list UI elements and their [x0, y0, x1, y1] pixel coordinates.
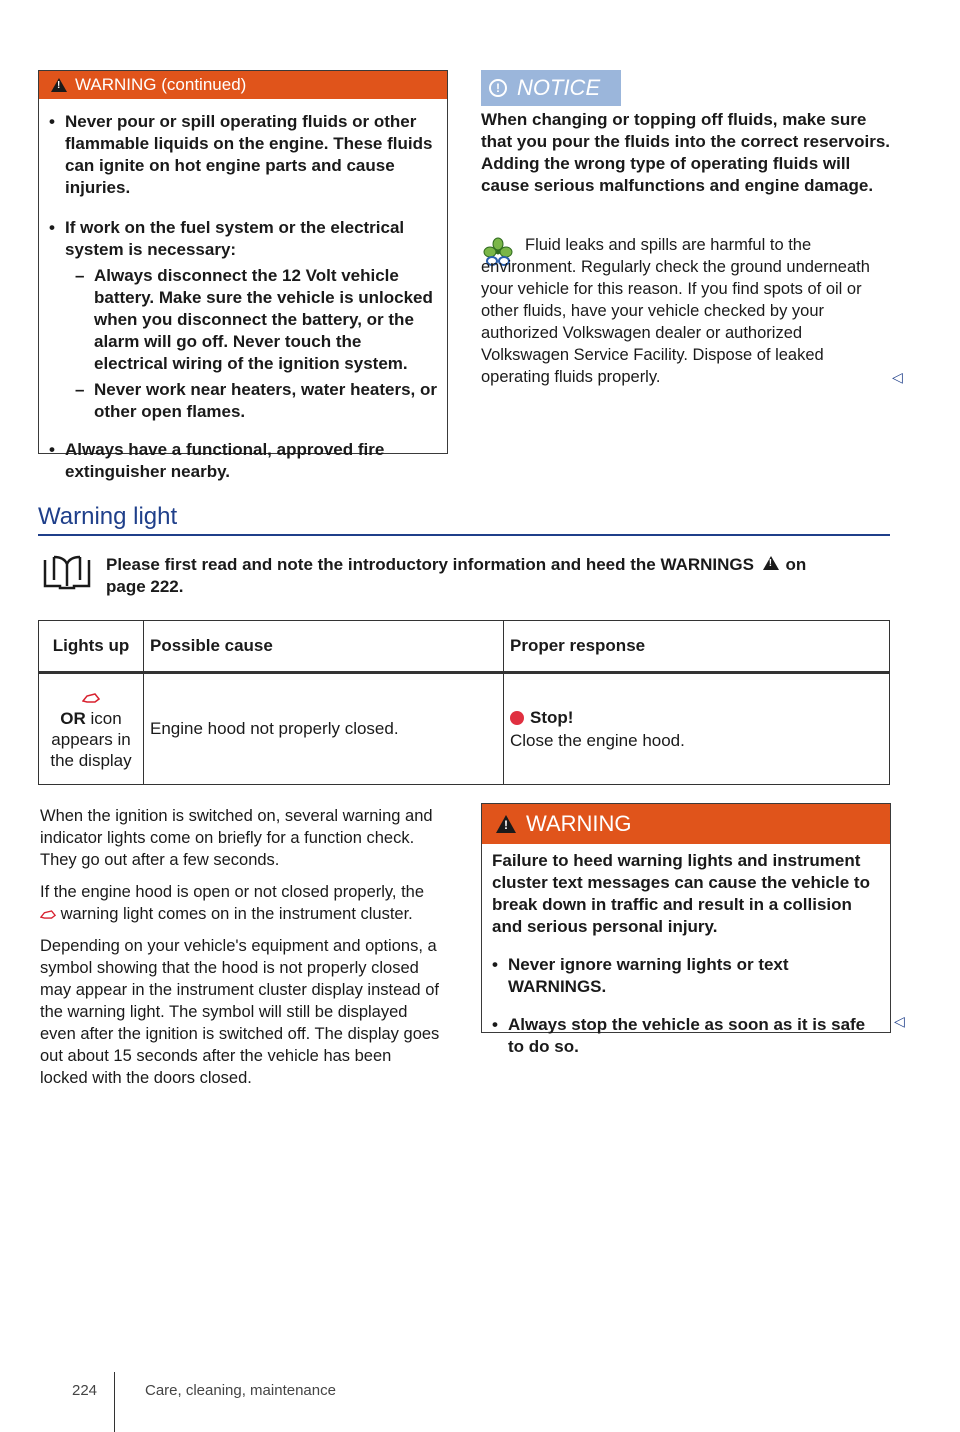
body-column	[40, 805, 440, 1089]
lights-rest: icon appears in the display	[50, 709, 132, 770]
footer-divider	[114, 1372, 115, 1432]
hood-open-icon	[82, 693, 100, 703]
warning-bullet-extinguisher: • Always have a functional, approved fire extinguisher nearby.	[39, 439, 437, 483]
table-row	[39, 673, 890, 785]
warning-box	[481, 803, 891, 1056]
page-number: 224	[72, 1382, 98, 1399]
notice-text: When changing or topping off fluids, make sure that you pour the fluids into the correct reservoirs. Adding the wrong type of operating fluids will cause serious malfunctions and engine damage.	[481, 110, 891, 195]
warning-triangle-icon	[51, 78, 67, 92]
notice-end-mark: ◁	[892, 369, 903, 385]
table-header-row	[39, 621, 890, 673]
cell-cause: Engine hood not properly closed.	[144, 673, 504, 785]
warning-light-table	[38, 620, 890, 785]
warning-bullet-ignore: • Never ignore warning lights or text WARNINGS.	[482, 954, 882, 998]
warning-continued-box	[38, 70, 448, 481]
body-paragraph-1: When the ignition is switched on, several warning and indicator lights come on briefly for a function check. They go out after a few seconds.	[40, 807, 433, 869]
warnings-triangle-icon	[763, 556, 779, 570]
warning-bullet-fluids: • Never pour or spill operating fluids or other flammable liquids on the engine. These fluids can ignite on hot engine parts and cause injuries.	[39, 111, 437, 199]
warning-header	[482, 804, 890, 844]
cell-lights-up	[39, 673, 144, 785]
intro-on: on	[785, 555, 807, 574]
col-possible-cause: Possible cause	[144, 621, 504, 673]
lights-or: OR	[60, 709, 86, 728]
intro-line2: page 222.	[106, 577, 184, 596]
col-proper-response: Proper response	[504, 621, 890, 673]
intro-line1: Please first read and note the introductory information and heed the WARNINGS	[106, 555, 754, 574]
intro-text	[106, 554, 886, 598]
chapter-title: Care, cleaning, maintenance	[145, 1382, 336, 1399]
warning-end-mark: ◁	[894, 1013, 905, 1029]
book-icon	[42, 554, 92, 590]
warning-title: WARNING	[526, 811, 632, 836]
warning-bullet-fuel-system: • If work on the fuel system or the electrical system is necessary:	[39, 217, 437, 261]
response-stop: Stop!	[530, 708, 574, 727]
warning-bullet-stop: • Always stop the vehicle as soon as it is safe to do so.	[482, 1014, 882, 1058]
warning-failure-text: Failure to heed warning lights and instrument cluster text messages can cause the vehicle to break down in traffic and result in a collision and serious personal injury.	[492, 851, 870, 936]
notice-header	[481, 70, 621, 106]
environment-text: Fluid leaks and spills are harmful to the environment. Regularly check the ground underneath your vehicle for this reason. If you find spots of oil or other fluids, have your vehicle checked by your authorized Volkswagen dealer or authorized Volkswagen Service Facility. Dispose of leaked operating fluids properly.	[481, 236, 870, 386]
section-rule	[38, 534, 890, 536]
response-text: Close the engine hood.	[510, 731, 685, 750]
body-paragraph-2: If the engine hood is open or not closed properly, the warning light comes on in the instrument cluster.	[40, 883, 425, 923]
notice-title: NOTICE	[517, 75, 601, 100]
body-paragraph-3: Depending on your vehicle's equipment and options, a symbol showing that the hood is not properly closed may appear in the instrument cluster display instead of the warning light. The symbol will still be displayed even after the ignition is switched off. The display goes out about 15 seconds after the vehicle has been locked with the doors closed.	[40, 937, 440, 1087]
warning-continued-header	[39, 71, 447, 99]
warning-dash-heaters: – Never work near heaters, water heaters, or other open flames.	[39, 379, 437, 423]
section-title: Warning light	[38, 503, 178, 530]
notice-circle-icon: !	[489, 79, 507, 97]
warning-dash-battery: – Always disconnect the 12 Volt vehicle battery. Make sure the vehicle is unlocked when you disconnect the battery, or the alarm will go off. Never touch the electrical wiring of the ignition system.	[39, 265, 437, 375]
warning-triangle-icon	[496, 815, 516, 833]
stop-icon	[510, 711, 524, 725]
cell-response	[504, 673, 890, 785]
hood-open-icon-inline	[40, 910, 56, 919]
warning-continued-title: WARNING (continued)	[75, 75, 247, 94]
col-lights-up: Lights up	[39, 621, 144, 673]
